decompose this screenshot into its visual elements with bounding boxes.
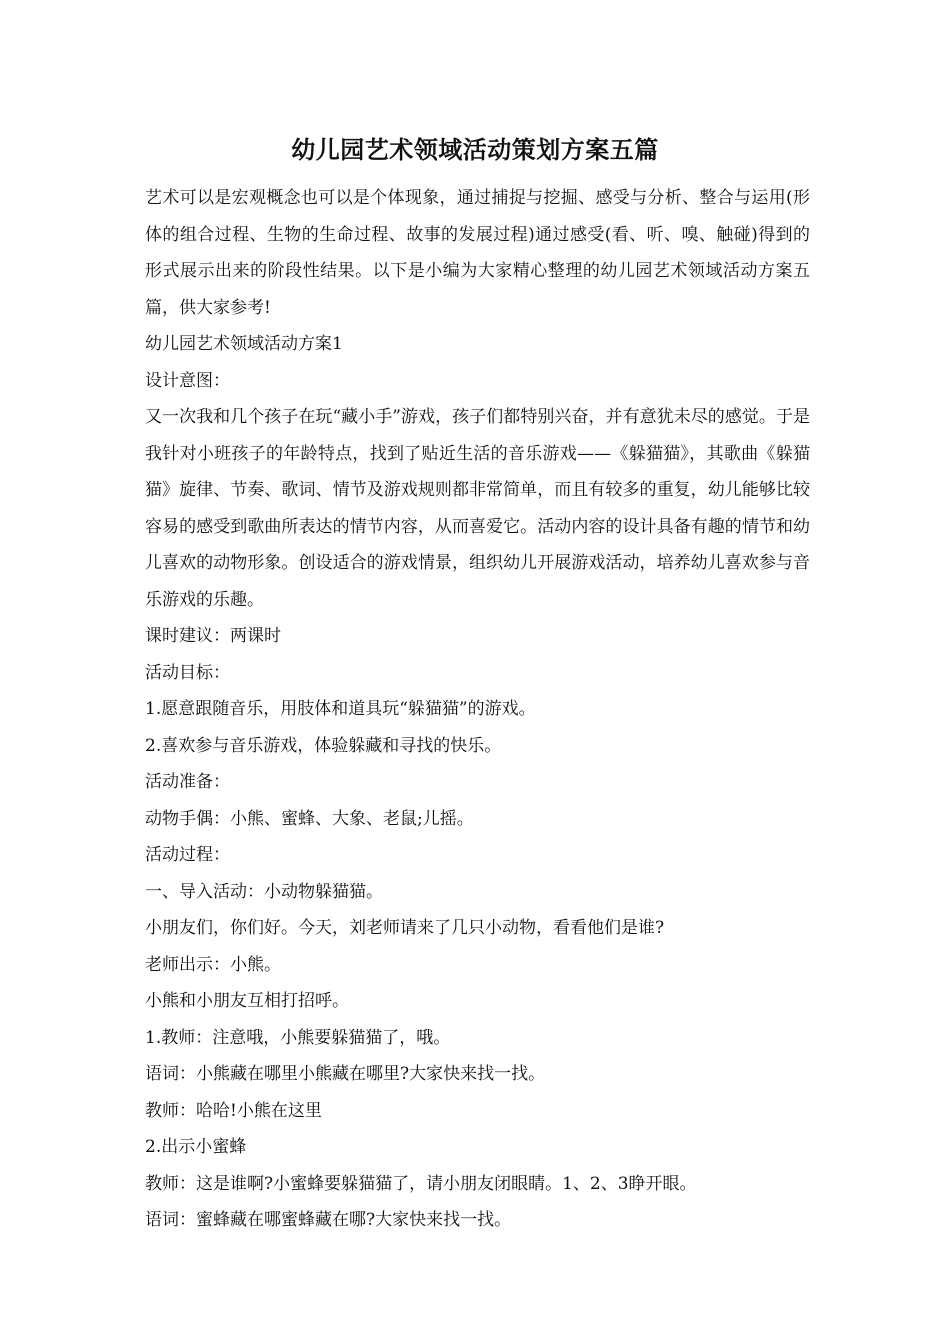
preparation-text: 动物手偶：小熊、蜜蜂、大象、老鼠;儿摇。 [145, 808, 474, 829]
lesson-suggestion: 课时建议：两课时 [145, 626, 281, 646]
process-line: 教师：哈哈!小熊在这里 [145, 1100, 322, 1121]
preparation-label: 活动准备： [145, 772, 230, 792]
design-intent-label: 设计意图： [145, 370, 230, 391]
process-line: 教师：这是谁啊?小蜜蜂要躲猫猫了，请小朋友闭眼睛。1、2、3睁开眼。 [145, 1173, 697, 1194]
goal-item: 1.愿意跟随音乐，用肢体和道具玩“躲猫猫”的游戏。 [145, 699, 536, 719]
goal-item: 2.喜欢参与音乐游戏，体验躲藏和寻找的快乐。 [145, 735, 502, 756]
process-line: 语词：小熊藏在哪里小熊藏在哪里?大家快来找一找。 [145, 1064, 546, 1084]
process-line: 语词：蜜蜂藏在哪蜜蜂藏在哪?大家快来找一找。 [145, 1210, 512, 1230]
process-line: 1.教师：注意哦，小熊要躲猫猫了，哦。 [145, 1027, 451, 1048]
process-line: 小熊和小朋友互相打招呼。 [145, 991, 349, 1011]
intro-paragraph: 艺术可以是宏观概念也可以是个体现象，通过捕捉与挖掘、感受与分析、整合与运用(形体的组合过程、生物的生命过程、故事的发展过程)通过感受(看、听、嗅、触碰)得到的形式展示出来的阶段性结果。以下是小编为大家精心整理的幼儿园艺术领域活动方案五篇，供大家参考! [145, 188, 810, 318]
document-title: 幼儿园艺术领域活动策划方案五篇 [291, 135, 659, 164]
process-label: 活动过程： [145, 845, 230, 865]
design-intent-paragraph: 又一次我和几个孩子在玩“藏小手”游戏，孩子们都特别兴奋，并有意犹未尽的感觉。于是我针对小班孩子的年龄特点，找到了贴近生活的音乐游戏——《躲猫猫》，其歌曲《躲猫猫》旋律、节奏、歌词、情节及游戏规则都非常简单，而且有较多的重复，幼儿能够比较容易的感受到歌曲所表达的情节内容，从而喜爱它。活动内容的设计具备有趣的情节和幼儿喜欢的动物形象。创设适合的游戏情景，组织幼儿开展游戏活动，培养幼儿喜欢参与音乐游戏的乐趣。 [145, 407, 810, 610]
section-heading: 幼儿园艺术领域活动方案1 [145, 334, 343, 354]
document-body [145, 180, 810, 1239]
process-line: 老师出示：小熊。 [145, 954, 281, 975]
process-step: 一、导入活动：小动物躲猫猫。 [145, 881, 383, 902]
process-line: 2.出示小蜜蜂 [145, 1137, 247, 1157]
goals-label: 活动目标： [145, 662, 230, 683]
process-line: 小朋友们，你们好。今天，刘老师请来了几只小动物，看看他们是谁? [145, 918, 665, 938]
